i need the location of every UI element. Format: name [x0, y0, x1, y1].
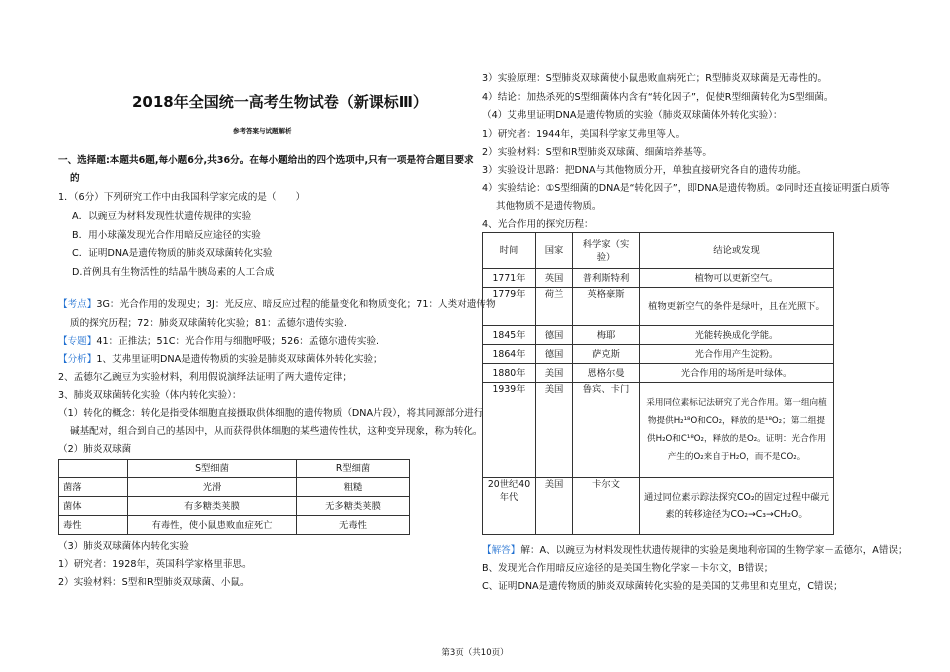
right-line-9: 4、光合作用的探究历程：: [482, 219, 594, 230]
table-cell: 恩格尔曼: [573, 364, 640, 383]
analysis-line-9: 2）实验材料：S型和R型肺炎双球菌、小鼠。: [58, 577, 250, 588]
analysis-line-7: （3）肺炎双球菌体内转化实验: [58, 541, 189, 552]
right-line-2: 4）结论：加热杀死的S型细菌体内含有“转化因子”，促使R型细菌转化为S型细菌。: [482, 92, 834, 103]
table-cell: 光合作用的场所是叶绿体。: [640, 364, 834, 383]
table-cell: 德国: [536, 326, 573, 345]
table-cell: 无多糖类荚膜: [297, 497, 410, 516]
table-row: [483, 326, 834, 345]
option-a: A．以豌豆为材料发现性状遗传规律的实验: [72, 211, 252, 222]
fenxi-text: 1、艾弗里证明DNA是遗传物质的实验是肺炎双球菌体外转化实验；: [96, 354, 383, 365]
table-cell: 1845年: [483, 326, 536, 345]
table-cell: [59, 460, 128, 478]
table-cell: 1779年: [483, 288, 536, 326]
table-cell: 英国: [536, 269, 573, 288]
table-row: [59, 516, 410, 535]
table-header: R型细菌: [297, 460, 410, 478]
right-line-1: 3）实验原理：S型肺炎双球菌使小鼠患败血病死亡；R型肺炎双球菌是无毒性的。: [482, 73, 828, 84]
question-1: 1．（6分）下列研究工作中由我国科学家完成的是（ ）: [58, 192, 306, 203]
table-row: [483, 345, 834, 364]
right-line-4: 1）研究者：1944年，美国科学家艾弗里等人。: [482, 129, 686, 140]
table-cell: 菌体: [59, 497, 128, 516]
table-row: [483, 233, 834, 269]
table-cell: 普利斯特利: [573, 269, 640, 288]
option-c: C．证明DNA是遗传物质的肺炎双球菌转化实验: [72, 248, 273, 259]
analysis-line-8: 1）研究者：1928年，英国科学家格里菲思。: [58, 559, 252, 570]
table-cell: 美国: [536, 478, 573, 535]
analysis-line-2: 2、孟德尔乙豌豆为实验材料，利用假说演绎法证明了两大遗传定律；: [58, 372, 352, 383]
analysis-line-5: 碱基配对，组合到自己的基因中，从而获得供体细胞的某些遗传性状，这种变异现象，称为转化。: [70, 426, 483, 437]
answer-b: B、发现光合作用暗反应途径的是美国生物化学家－卡尔文，B错误；: [482, 563, 774, 574]
table-cell: 毒性: [59, 516, 128, 535]
analysis-line-4: （1）转化的概念：转化是指受体细胞直接摄取供体细胞的遗传物质（DNA片段），将其同源部分进行: [58, 408, 484, 419]
right-line-8: 其他物质不是遗传物质。: [496, 201, 602, 212]
jieda-tag: 【解答】: [482, 545, 521, 556]
table-row: [483, 383, 834, 478]
table-header: 科学家（实验）: [573, 233, 640, 269]
analysis-line-6: （2）肺炎双球菌: [58, 444, 132, 455]
table-cell: 有毒性，使小鼠患败血症死亡: [128, 516, 297, 535]
jieda: [482, 544, 908, 557]
table-cell: 光能转换成化学能。: [640, 326, 834, 345]
answer-c: C、证明DNA是遗传物质的肺炎双球菌转化实验的是美国的艾弗里和克里克，C错误；: [482, 581, 843, 592]
table-cell: 光合作用产生淀粉。: [640, 345, 834, 364]
right-line-3: （4）艾弗里证明DNA是遗传物质的实验（肺炎双球菌体外转化实验）：: [482, 110, 783, 121]
table-row: [59, 497, 410, 516]
section-title: 一、选择题:本题共6题,每小题6分,共36分。在每小题给出的四个选项中,只有一项是符合题目要求: [58, 155, 474, 166]
table-cell: 荷兰: [536, 288, 573, 326]
table-cell: 美国: [536, 364, 573, 383]
section-title-cont: 的: [70, 173, 80, 184]
fenxi-tag: 【分析】: [58, 354, 97, 365]
table-cell: 20世纪40年代: [483, 478, 536, 535]
analysis-line-3: 3、肺炎双球菌转化实验（体内转化实验）：: [58, 390, 242, 401]
kaodian-cont: 质的探究历程；72：肺炎双球菌转化实验；81：孟德尔遗传实验.: [70, 318, 347, 329]
table-cell: 萨克斯: [573, 345, 640, 364]
table-cell: 有多糖类荚膜: [128, 497, 297, 516]
right-line-5: 2）实验材料：S型和R型肺炎双球菌、细菌培养基等。: [482, 147, 712, 158]
table-row: [483, 478, 834, 535]
table-row: [483, 288, 834, 326]
table-cell: 通过同位素示踪法探究CO₂的固定过程中碳元素的转移途径为CO₂→C₃→CH₂O。: [640, 478, 834, 535]
table-cell: 德国: [536, 345, 573, 364]
table-cell: 植物可以更新空气。: [640, 269, 834, 288]
bacteria-table: [58, 459, 410, 535]
table-cell: 植物更新空气的条件是绿叶，且在光照下。: [640, 288, 834, 326]
kaodian: [58, 298, 496, 311]
page-subtitle: 参考答案与试题解析: [233, 127, 292, 135]
fenxi: [58, 353, 383, 366]
photosynthesis-table: [482, 232, 834, 535]
page-title: 2018年全国统一高考生物试卷（新课标Ⅲ）: [132, 93, 428, 111]
table-cell: 光滑: [128, 478, 297, 497]
table-cell: 1864年: [483, 345, 536, 364]
table-cell: 采用同位素标记法研究了光合作用。第一组向植物提供H₂¹⁸O和CO₂，释放的是¹⁸O₂；第二组提供H₂O和C¹⁸O₂，释放的是O₂。证明：光合作用产生的O₂来自于H₂O，而不是CO₂。: [640, 383, 834, 478]
table-cell: 1939年: [483, 383, 536, 478]
table-row: [59, 460, 410, 478]
table-row: [59, 478, 410, 497]
zhuanti-tag: 【专题】: [58, 336, 97, 347]
table-cell: 梅耶: [573, 326, 640, 345]
table-header: S型细菌: [128, 460, 297, 478]
table-row: [483, 364, 834, 383]
table-header: 结论或发现: [640, 233, 834, 269]
table-cell: 菌落: [59, 478, 128, 497]
zhuanti-text: 41：正推法；51C：光合作用与细胞呼吸；526：孟德尔遗传实验.: [96, 336, 380, 347]
option-b: B．用小球藻发现光合作用暗反应途径的实验: [72, 230, 261, 241]
zhuanti: [58, 335, 379, 348]
table-cell: 无毒性: [297, 516, 410, 535]
page-footer: 第3页（共10页）: [441, 648, 509, 658]
jieda-text: 解：A、以豌豆为材料发现性状遗传规律的实验是奥地利帝国的生物学家－孟德尔，A错误；: [520, 545, 908, 556]
right-line-6: 3）实验设计思路：把DNA与其他物质分开，单独直接研究各自的遗传功能。: [482, 165, 807, 176]
table-cell: 1771年: [483, 269, 536, 288]
table-cell: 卡尔文: [573, 478, 640, 535]
table-cell: 鲁宾、卡门: [573, 383, 640, 478]
table-cell: 粗糙: [297, 478, 410, 497]
option-d: D.首例具有生物活性的结晶牛胰岛素的人工合成: [72, 267, 275, 278]
table-cell: 英格豪斯: [573, 288, 640, 326]
table-header: 时间: [483, 233, 536, 269]
table-cell: 美国: [536, 383, 573, 478]
kaodian-text: 3G：光合作用的发现史；3J：光反应、暗反应过程的能量变化和物质变化；71：人类对遗传物: [96, 299, 496, 310]
table-header: 国家: [536, 233, 573, 269]
right-line-7: 4）实验结论：①S型细菌的DNA是“转化因子”，即DNA是遗传物质。②同时还直接证明蛋白质等: [482, 183, 890, 194]
table-row: [483, 269, 834, 288]
table-cell: 1880年: [483, 364, 536, 383]
kaodian-tag: 【考点】: [58, 299, 97, 310]
